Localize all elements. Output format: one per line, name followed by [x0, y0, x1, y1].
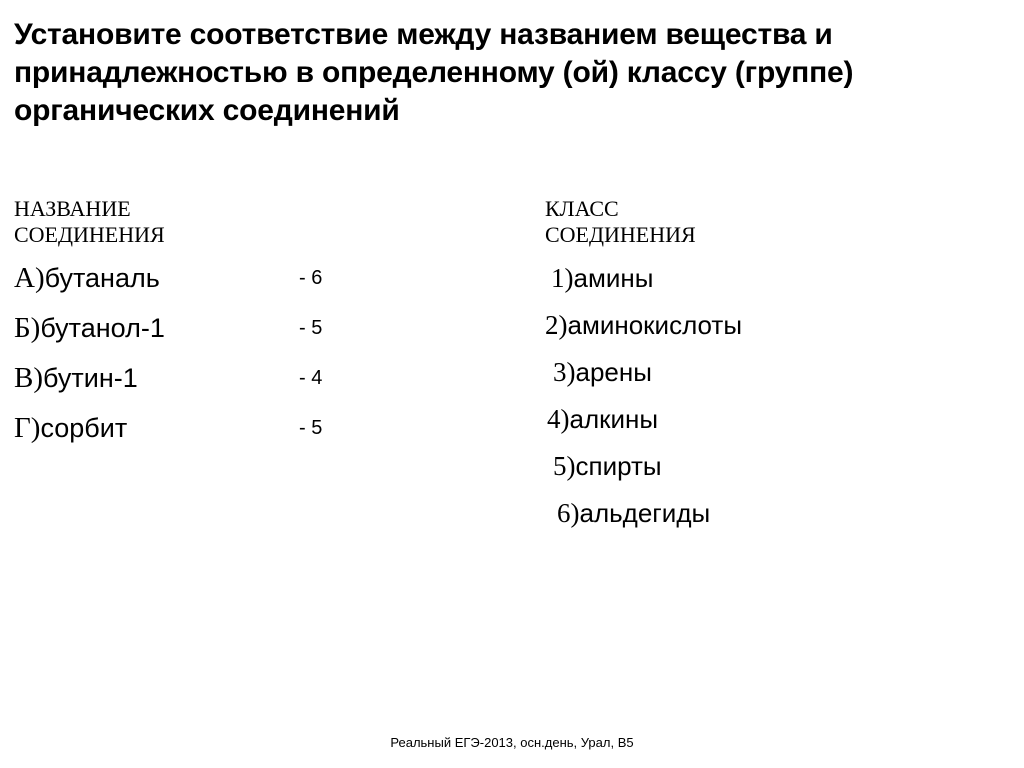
- left-items-list: [14, 262, 514, 462]
- left-column-heading: [14, 196, 514, 248]
- right-column-heading-line1: КЛАСС: [545, 196, 619, 221]
- right-column-heading: [545, 196, 1005, 248]
- right-items-list: [545, 262, 1005, 544]
- list-item-marker: 5): [553, 451, 576, 481]
- list-item-answer: - 6: [299, 267, 323, 289]
- list-item-label: аминокислоты: [567, 310, 743, 340]
- list-item-label: спирты: [575, 451, 662, 481]
- list-item-label: бутаналь: [44, 263, 160, 293]
- list-item: [14, 312, 434, 362]
- list-item: [545, 497, 1005, 544]
- list-item-answer: - 5: [299, 417, 323, 439]
- list-item: [14, 262, 434, 312]
- list-item-marker: 1): [551, 263, 574, 293]
- list-item: [545, 356, 1005, 403]
- list-item-label: бутин-1: [43, 363, 138, 393]
- list-item: [14, 412, 434, 462]
- list-item-marker: 4): [547, 404, 570, 434]
- list-item-marker: 2): [545, 310, 568, 340]
- list-item-label: сорбит: [40, 413, 128, 443]
- list-item-answer: - 5: [299, 317, 323, 339]
- list-item-marker: 3): [553, 357, 576, 387]
- page-title: Установите соответствие между названием вещества и принадлежностью в определенному (ой) классу (группе) органических соединений: [14, 18, 854, 127]
- right-column: [545, 196, 1005, 544]
- left-column: [14, 196, 514, 462]
- list-item-marker: Г): [14, 412, 41, 444]
- list-item-label: альдегиды: [579, 498, 711, 528]
- list-item-label: алкины: [569, 404, 659, 434]
- list-item: [545, 262, 1005, 309]
- list-item-marker: В): [14, 362, 43, 394]
- right-column-heading-line2: СОЕДИНЕНИЯ: [545, 222, 696, 247]
- list-item-answer: - 4: [299, 367, 323, 389]
- list-item-marker: Б): [14, 312, 41, 344]
- list-item: [545, 403, 1005, 450]
- list-item: [14, 362, 434, 412]
- list-item-label: арены: [575, 357, 652, 387]
- left-column-heading-line2: СОЕДИНЕНИЯ: [14, 222, 165, 247]
- list-item-label: амины: [573, 263, 654, 293]
- list-item: [545, 309, 1005, 356]
- list-item-label: бутанол-1: [40, 313, 165, 343]
- list-item-marker: А): [14, 262, 45, 294]
- source-footer: Реальный ЕГЭ-2013, осн.день, Урал, В5: [390, 735, 634, 750]
- left-column-heading-line1: НАЗВАНИЕ: [14, 196, 131, 221]
- list-item: [545, 450, 1005, 497]
- list-item-marker: 6): [557, 498, 580, 528]
